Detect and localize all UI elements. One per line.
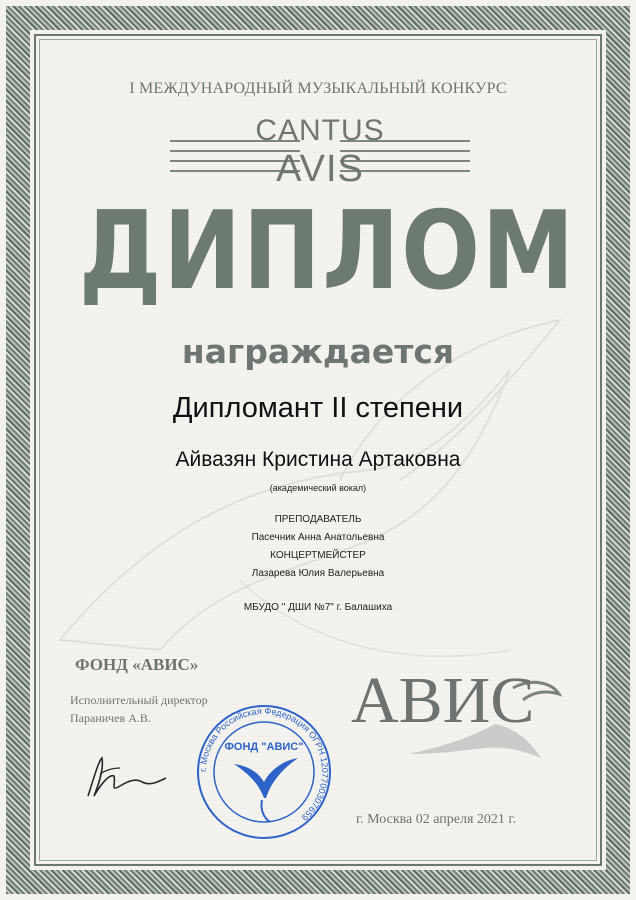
director-role: Исполнительный директор <box>70 693 208 707</box>
accompanist-label: КОНЦЕРТМЕЙСТЕР <box>270 550 366 561</box>
avis-logo-icon <box>345 658 565 778</box>
director-name: Параничев А.В. <box>70 711 151 725</box>
accompanist-name: Лазарева Юлия Валерьевна <box>251 568 385 579</box>
signature-icon <box>80 748 170 808</box>
stamp-center-text: ФОНД "АВИС" <box>224 741 304 753</box>
avis-word: AVIS <box>276 148 364 190</box>
degree-text: Дипломант II степени <box>172 392 464 424</box>
logo-text: АВИС <box>351 664 535 737</box>
genre-text: (академический вокал) <box>269 483 367 493</box>
teacher-name: Пасечник Анна Анатольевна <box>251 532 385 543</box>
cantus-avis-mark <box>170 112 470 194</box>
city-date: г. Москва 02 апреля 2021 г. <box>356 812 517 827</box>
recipient-name: Айвазян Кристина Артаковна <box>175 448 461 471</box>
teacher-label: ПРЕПОДАВАТЕЛЬ <box>274 514 362 525</box>
cantus-word: CANTUS <box>255 114 385 147</box>
fund-stamp-icon <box>194 702 334 842</box>
awarded-label: награждается <box>181 332 455 371</box>
fund-name: ФОНД «АВИС» <box>75 655 199 674</box>
contest-line: I МЕЖДУНАРОДНЫЙ МУЗЫКАЛЬНЫЙ КОНКУРС <box>129 80 507 97</box>
diploma-title: ДИПЛОМ <box>78 189 576 314</box>
school-name: МБУДО " ДШИ №7" г. Балашиха <box>243 602 393 613</box>
stamp-ring-text: г. Москва Российская Федерация ОГРН 1207700307659 <box>197 705 331 823</box>
